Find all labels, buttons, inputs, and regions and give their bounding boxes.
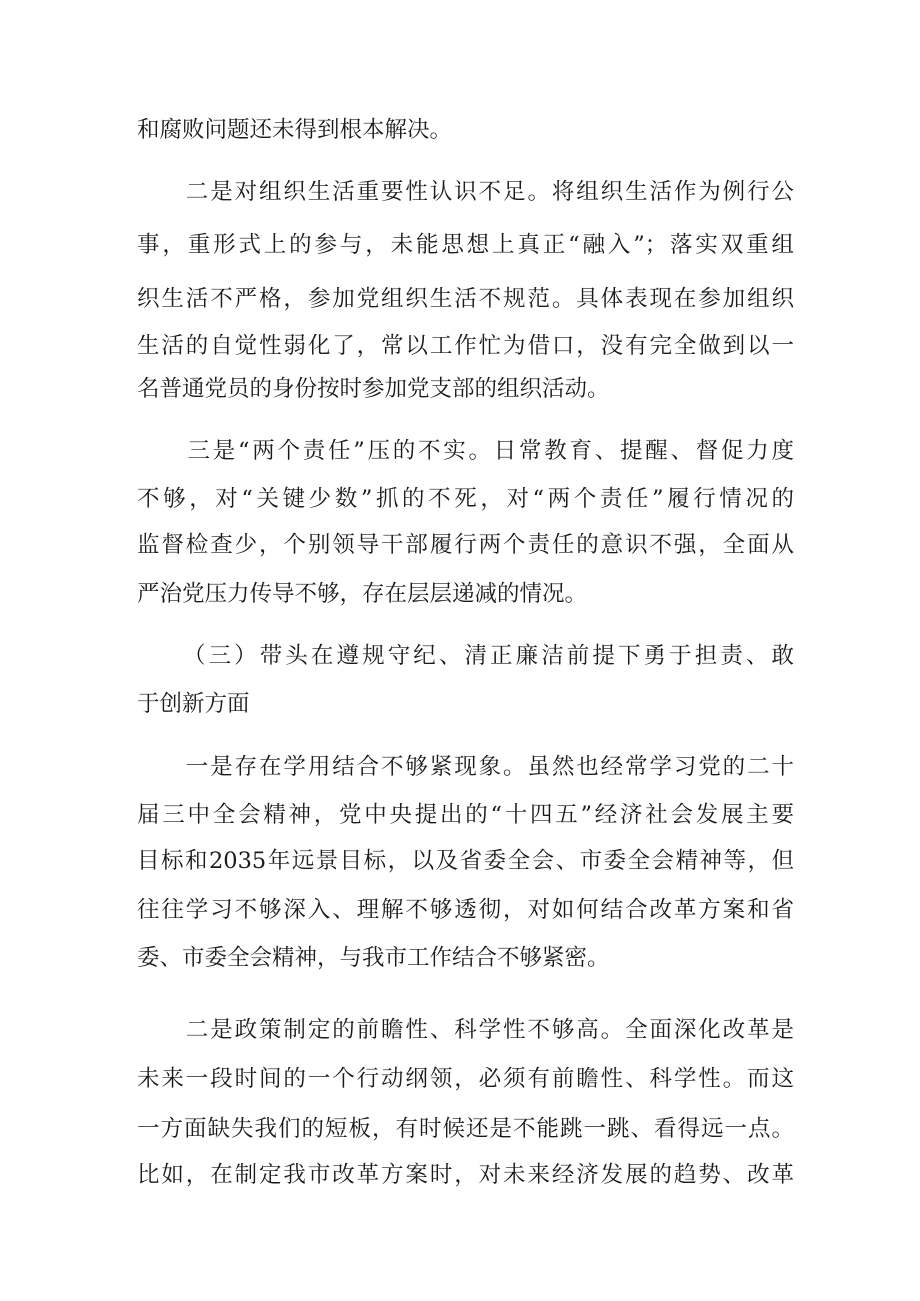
- paragraph-line: 和腐败问题还未得到根本解决。: [137, 117, 453, 143]
- section-heading: 于创新方面: [137, 691, 250, 717]
- paragraph-line: 严治党压力传导不够，存在层层递减的情况。: [137, 581, 588, 607]
- paragraph-line: 织生活不严格，参加党组织生活不规范。具体表现在参加组织: [137, 286, 794, 312]
- section-heading: （三）带头在遵规守纪、清正廉洁前提下勇于担责、敢: [183, 643, 794, 669]
- paragraph-line: 一是存在学用结合不够紧现象。虽然也经常学习党的二十: [137, 754, 794, 780]
- paragraph-line: 二是政策制定的前瞻性、科学性不够高。全面深化改革是: [137, 1017, 794, 1043]
- paragraph-line: 一方面缺失我们的短板，有时候还是不能跳一跳、看得远一点。: [137, 1116, 794, 1142]
- paragraph-line: 不够，对“关键少数”抓的不死，对“两个责任”履行情况的: [137, 486, 794, 512]
- paragraph-line: 事，重形式上的参与，未能思想上真正“融入”；落实双重组: [137, 232, 794, 258]
- paragraph-line: 委、市委全会精神，与我市工作结合不够紧密。: [137, 945, 610, 971]
- paragraph-line: 三是“两个责任”压的不实。日常教育、提醒、督促力度: [137, 438, 794, 464]
- paragraph-line: 目标和2035年远景目标，以及省委全会、市委全会精神等，但: [137, 848, 794, 874]
- paragraph-line: 生活的自觉性弱化了，常以工作忙为借口，没有完全做到以一: [137, 333, 794, 359]
- paragraph-line: 二是对组织生活重要性认识不足。将组织生活作为例行公: [137, 179, 794, 205]
- paragraph-line: 届三中全会精神，党中央提出的“十四五”经济社会发展主要: [137, 802, 794, 828]
- paragraph-line: 监督检查少，个别领导干部履行两个责任的意识不强，全面从: [137, 532, 794, 558]
- paragraph-line: 名普通党员的身份按时参加党支部的组织活动。: [137, 376, 610, 402]
- paragraph-line: 未来一段时间的一个行动纲领，必须有前瞻性、科学性。而这: [137, 1066, 794, 1092]
- paragraph-line: 比如，在制定我市改革方案时，对未来经济发展的趋势、改革: [137, 1162, 794, 1188]
- paragraph-line: 往往学习不够深入、理解不够透彻，对如何结合改革方案和省: [137, 897, 794, 923]
